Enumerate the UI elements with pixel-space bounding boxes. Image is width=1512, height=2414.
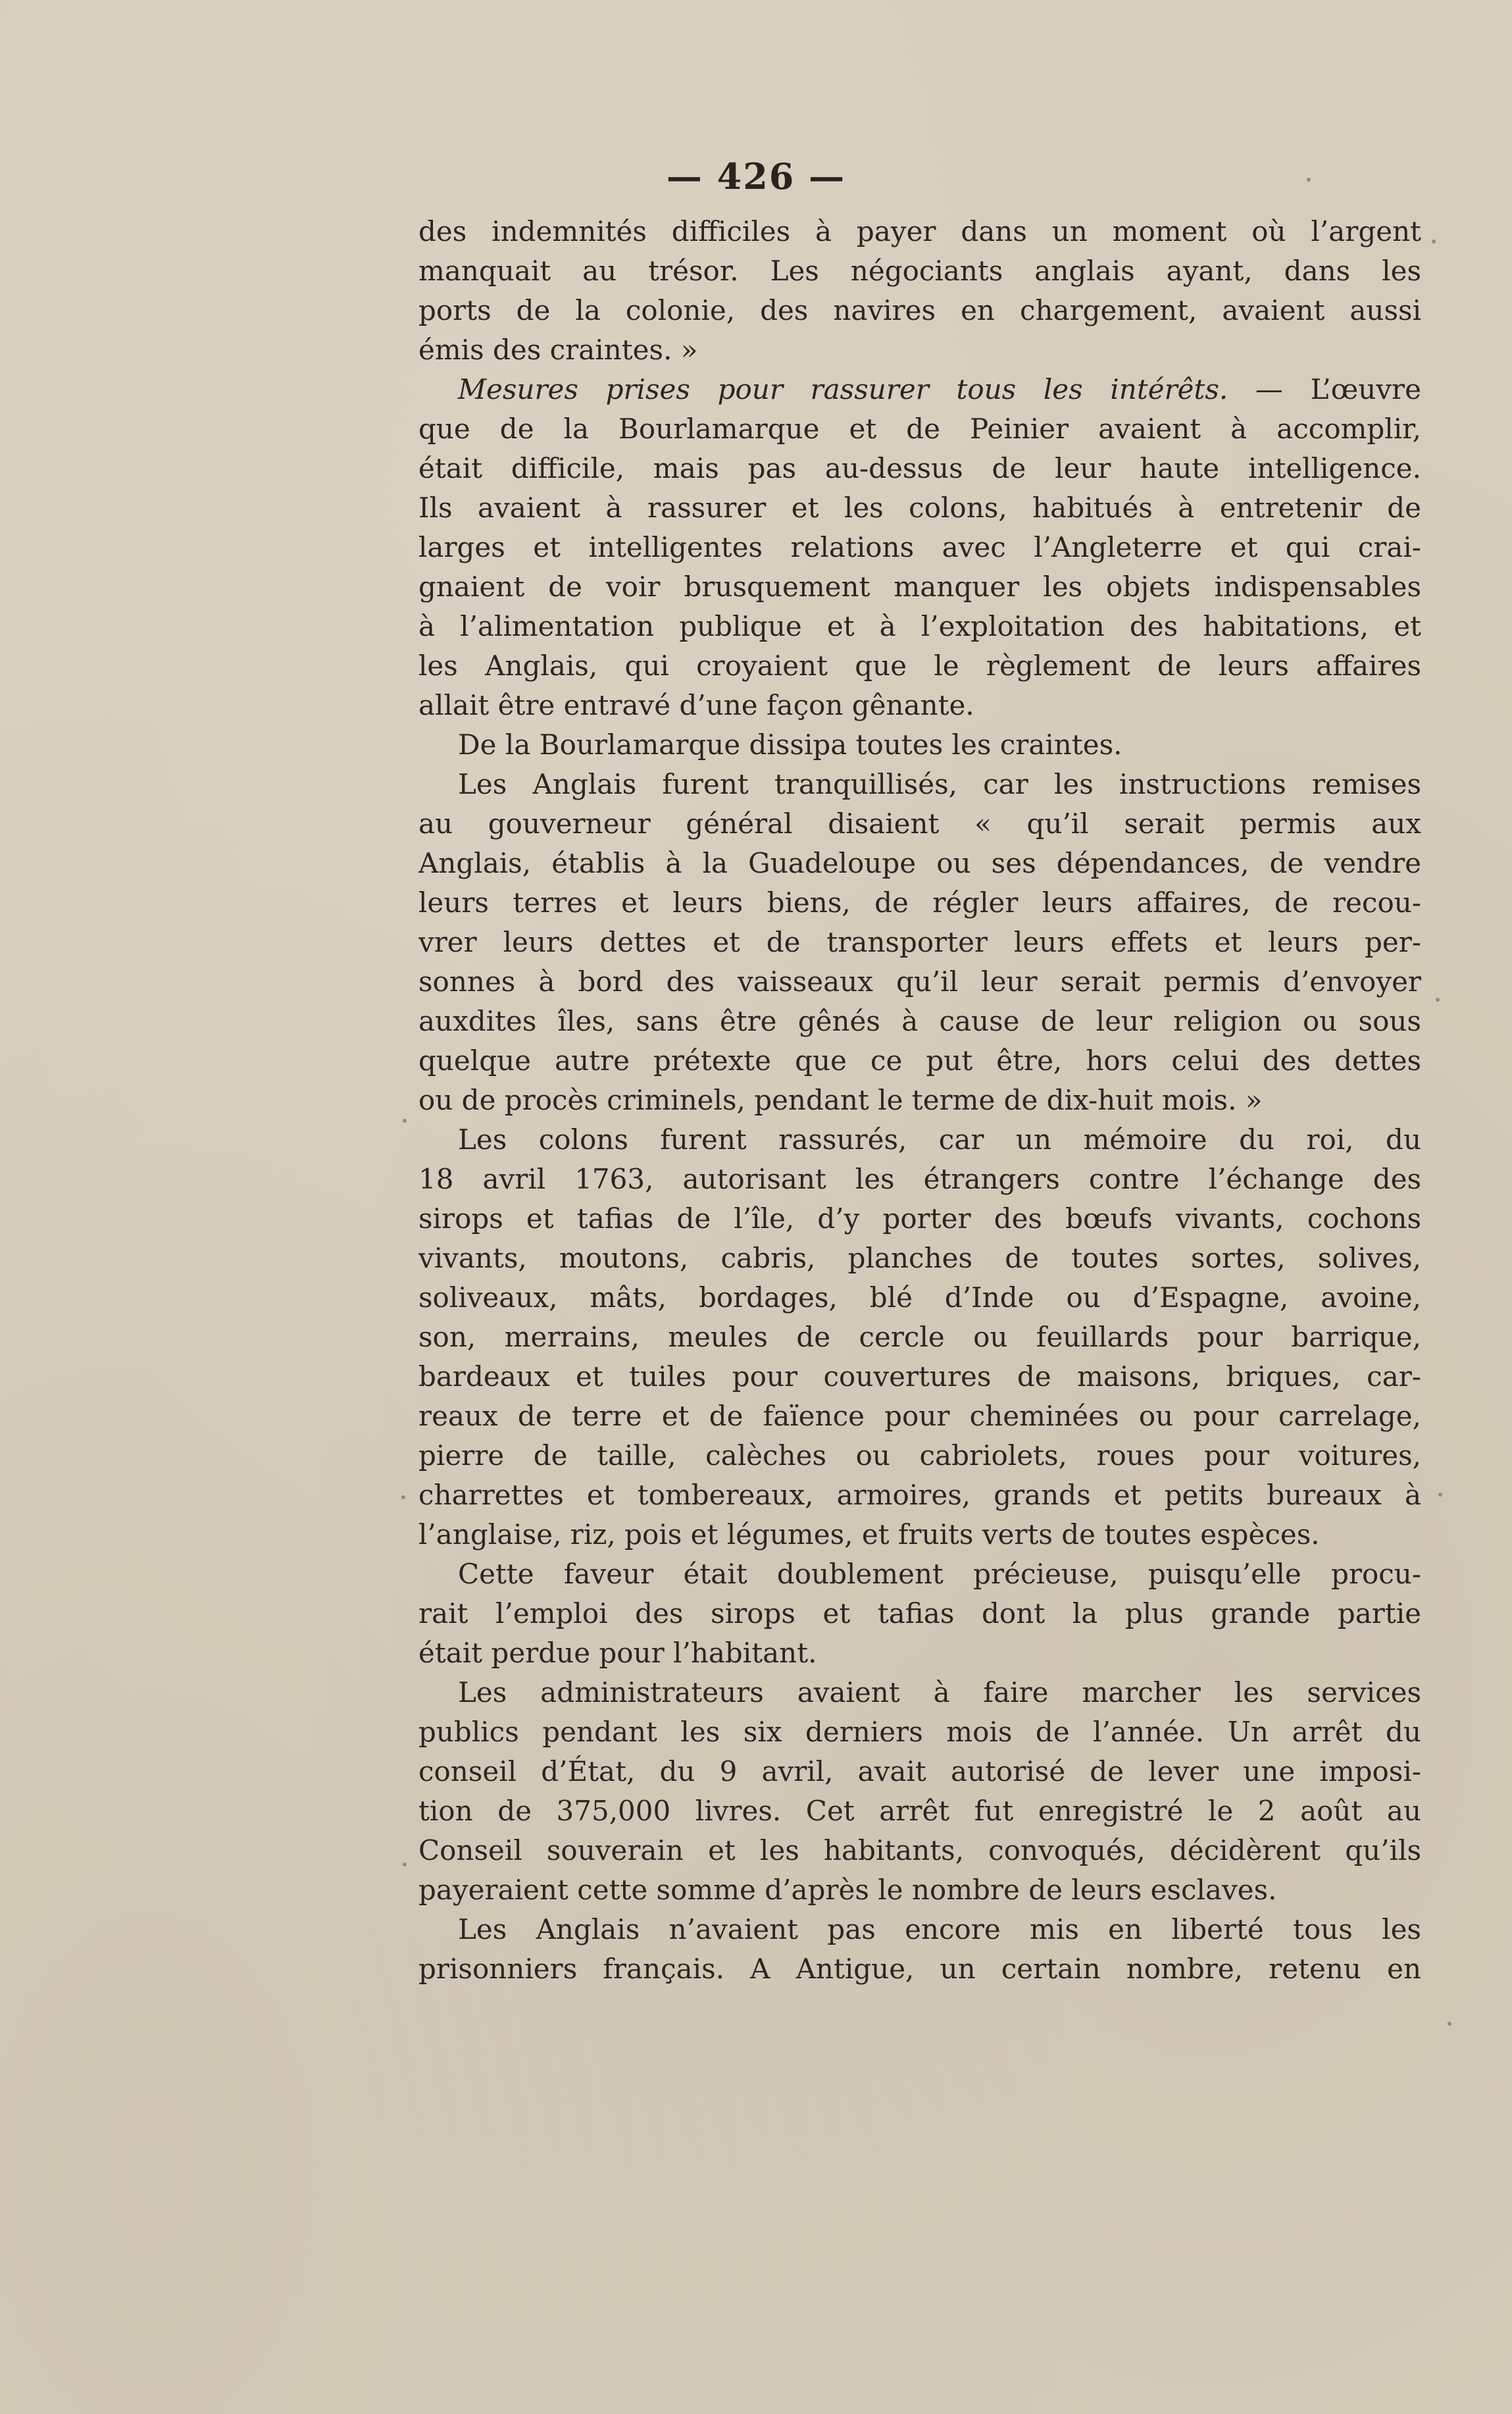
paper-speck: [401, 1495, 405, 1499]
text-line: que de la Bourlamarque et de Peinier avaient à accomplir,: [418, 413, 1421, 445]
text-line: reaux de terre et de faïence pour cheminées ou pour carrelage,: [418, 1400, 1421, 1432]
text-line: des indemnités difficiles à payer dans un moment où l’argent: [418, 215, 1421, 247]
text-line: gnaient de voir brusquement manquer les objets indispensables: [418, 571, 1421, 603]
text-line: payeraient cette somme d’après le nombre de leurs esclaves.: [418, 1874, 1277, 1906]
text-line: au gouverneur général disaient « qu’il serait permis aux: [418, 808, 1421, 840]
paper-speck: [1448, 2022, 1451, 2026]
page-number: — 426 —: [666, 155, 846, 197]
paper-speck: [1438, 1493, 1442, 1497]
text-line: était perdue pour l’habitant.: [418, 1637, 817, 1669]
text-line: Les colons furent rassurés, car un mémoire du roi, du: [458, 1123, 1421, 1156]
text-line: sonnes à bord des vaisseaux qu’il leur serait permis d’envoyer: [418, 965, 1421, 998]
text-line: pierre de taille, calèches ou cabriolets, roues pour voitures,: [418, 1439, 1421, 1472]
text-line: sirops et tafias de l’île, d’y porter des bœufs vivants, cochons: [418, 1202, 1421, 1235]
text-line: Les administrateurs avaient à faire marcher les services: [458, 1676, 1421, 1708]
text-line: ou de procès criminels, pendant le terme de dix-huit mois. »: [418, 1084, 1263, 1116]
text-line: l’anglaise, riz, pois et légumes, et fruits verts de toutes espèces.: [418, 1518, 1320, 1551]
paper-speck: [1307, 178, 1311, 182]
text-line: les Anglais, qui croyaient que le règlement de leurs affaires: [418, 650, 1421, 682]
text-line: vivants, moutons, cabris, planches de toutes sortes, solives,: [418, 1242, 1421, 1274]
text-line: De la Bourlamarque dissipa toutes les craintes.: [458, 729, 1122, 761]
paper-speck: [403, 1862, 407, 1866]
text-line: tion de 375,000 livres. Cet arrêt fut enregistré le 2 août au: [418, 1795, 1421, 1827]
text-line: Ils avaient à rassurer et les colons, habitués à entretenir de: [418, 492, 1421, 524]
text-line: rait l’emploi des sirops et tafias dont la plus grande partie: [418, 1597, 1421, 1630]
text-line: allait être entravé d’une façon gênante.: [418, 689, 974, 721]
text-line: soliveaux, mâts, bordages, blé d’Inde ou d’Espagne, avoine,: [418, 1281, 1421, 1314]
text-line: ports de la colonie, des navires en chargement, avaient aussi: [418, 294, 1421, 326]
text-line: quelque autre prétexte que ce put être, hors celui des dettes: [418, 1044, 1421, 1077]
text-line: Les Anglais n’avaient pas encore mis en liberté tous les: [458, 1913, 1421, 1945]
paper-speck: [403, 1119, 407, 1123]
section-heading: Mesures prises pour rassurer tous les intérêts.: [458, 373, 1228, 405]
text-line: bardeaux et tuiles pour couvertures de maisons, briques, car-: [418, 1360, 1421, 1393]
text-line: larges et intelligentes relations avec l’Angleterre et qui crai-: [418, 531, 1421, 563]
section-heading-line: [418, 370, 1421, 409]
text-line: conseil d’État, du 9 avril, avait autorisé de lever une imposi-: [418, 1755, 1421, 1787]
paper-speck: [1432, 240, 1436, 244]
text-line: à l’alimentation publique et à l’exploitation des habitations, et: [418, 610, 1421, 642]
text-line: Cette faveur était doublement précieuse, puisqu’elle procu-: [458, 1558, 1421, 1590]
text-line: publics pendant les six derniers mois de l’année. Un arrêt du: [418, 1716, 1421, 1748]
text-line: charrettes et tombereaux, armoires, grands et petits bureaux à: [418, 1479, 1421, 1511]
text-line: leurs terres et leurs biens, de régler leurs affaires, de recou-: [418, 886, 1421, 919]
text-line: son, merrains, meules de cercle ou feuillards pour barrique,: [418, 1321, 1421, 1353]
section-heading-tail: — L’œuvre: [1228, 373, 1421, 405]
text-line: Conseil souverain et les habitants, convoqués, décidèrent qu’ils: [418, 1834, 1421, 1866]
text-line: Anglais, établis à la Guadeloupe ou ses dépendances, de vendre: [418, 847, 1421, 879]
text-line: 18 avril 1763, autorisant les étrangers contre l’échange des: [418, 1163, 1421, 1195]
body-text: [418, 212, 1421, 1989]
text-line: Les Anglais furent tranquillisés, car les instructions remises: [458, 768, 1421, 800]
text-line: vrer leurs dettes et de transporter leurs effets et leurs per-: [418, 926, 1421, 958]
text-line: prisonniers français. A Antigue, un certain nombre, retenu en: [418, 1953, 1421, 1985]
text-line: auxdites îles, sans être gênés à cause de leur religion ou sous: [418, 1005, 1421, 1037]
text-line: manquait au trésor. Les négociants anglais ayant, dans les: [418, 255, 1421, 287]
paper-speck: [1436, 998, 1440, 1002]
text-line: émis des craintes. »: [418, 334, 698, 366]
text-line: était difficile, mais pas au-dessus de leur haute intelligence.: [418, 452, 1421, 484]
